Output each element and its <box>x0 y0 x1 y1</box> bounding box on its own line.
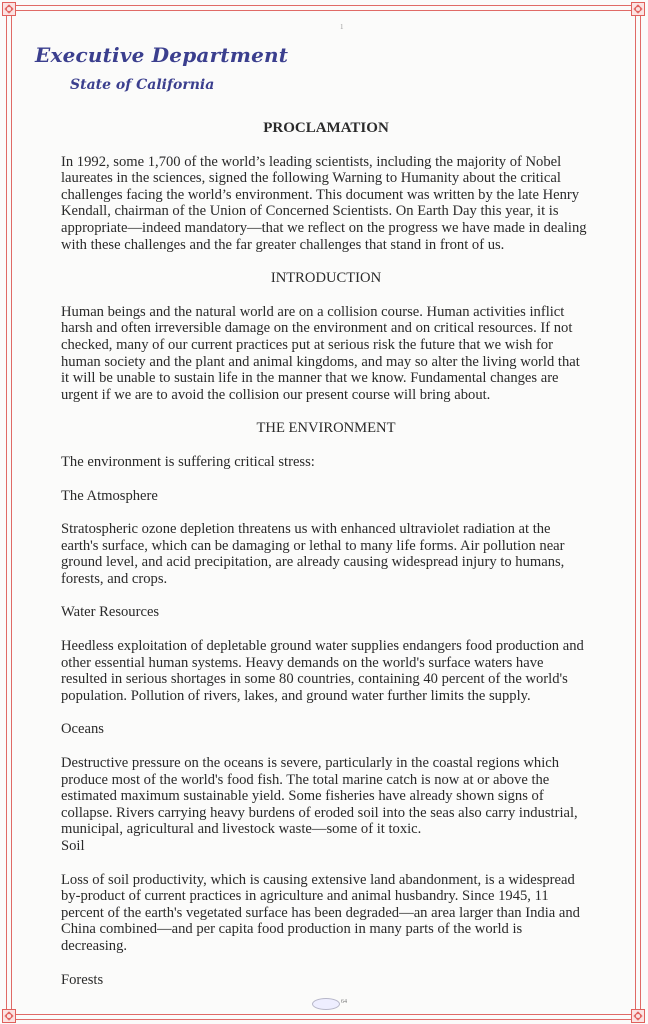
subsection-heading-atmosphere: The Atmosphere <box>61 487 158 504</box>
subsection-text-soil: Loss of soil productivity, which is causing extensive land abandonment, is a widespread by-product of current practices in agriculture and animal husbandry. Since 1945, 11 percent of the earth's vegetated surface has been degraded—an area larger than India and China combined—and per capita food production in many parts of the world is decreasing. <box>61 871 580 954</box>
section-heading-introduction: INTRODUCTION <box>270 270 382 287</box>
state-seal-icon <box>312 998 340 1010</box>
ornament-knot-icon <box>2 2 16 16</box>
top-mark: 1 <box>340 23 344 31</box>
page-number: 64 <box>341 999 347 1005</box>
document-body <box>61 120 591 988</box>
subsection-text-water: Heedless exploitation of depletable ground water supplies endangers food production and other essential human systems. Heavy demands on the world's surface waters have resulted in serious shortages in some 80 countries, containing 40 percent of the world's population. Pollution of rivers, lakes, and ground water further limits the supply. <box>61 638 584 704</box>
subsection-heading-forests: Forests <box>61 971 104 988</box>
ornament-knot-icon <box>631 1009 645 1023</box>
section-text-environment: The environment is suffering critical stress: <box>61 453 315 470</box>
subsection-heading-soil: Soil <box>61 838 85 854</box>
section-text-introduction: Human beings and the natural world are on a collision course. Human activities inflict harsh and often irreversible damage on the environment and on critical resources. If not checked, many of our current practices put at serious risk the future that we wish for human society and the plant and animal kingdoms, and may so alter the living world that it will be unable to sustain life in the manner that we know. Fundamental changes are urgent if we are to avoid the collision our present course will bring about. <box>61 303 580 403</box>
document-title: PROCLAMATION <box>263 120 389 136</box>
subsection-text-atmosphere: Stratospheric ozone depletion threatens us with enhanced ultraviolet radiation at the earth's surface, which can be damaging or lethal to many life forms. Air pollution near ground level, and acid precipitation, are already causing widespread injury to humans, forests, and crops. <box>61 521 565 587</box>
frame-top-border <box>15 5 633 11</box>
letterhead-title: Executive Department <box>35 43 289 67</box>
subsection-heading-oceans: Oceans <box>61 721 104 738</box>
intro-paragraph: In 1992, some 1,700 of the world’s leading scientists, including the majority of Nobel laureates in the sciences, signed the following Warning to Humanity about the critical challenges facing the world’s environment. This document was written by the late Henry Kendall, chairman of the Union of Concerned Scientists. On Earth Day this year, it is appropriate—indeed mandatory—that we reflect on the progress we have made in dealing with these challenges and the far greater challenges that stand in front of us. <box>61 153 587 253</box>
ornament-knot-icon <box>631 2 645 16</box>
section-heading-environment: THE ENVIRONMENT <box>256 420 396 437</box>
subsection-text-oceans: Destructive pressure on the oceans is severe, particularly in the coastal regions which produce most of the world's food fish. The total marine catch is now at or above the estimated maximum sustainable yield. Some fisheries have already shown signs of collapse. Rivers carrying heavy burdens of eroded soil into the seas also carry industrial, municipal, agricultural and livestock waste—some of it toxic. <box>61 755 578 838</box>
frame-right-border <box>635 15 641 1009</box>
frame-left-border <box>6 15 12 1009</box>
letterhead-subtitle: State of California <box>70 77 215 93</box>
frame-bottom-border <box>15 1014 633 1020</box>
subsection-heading-water: Water Resources <box>61 604 160 621</box>
ornament-knot-icon <box>2 1009 16 1023</box>
